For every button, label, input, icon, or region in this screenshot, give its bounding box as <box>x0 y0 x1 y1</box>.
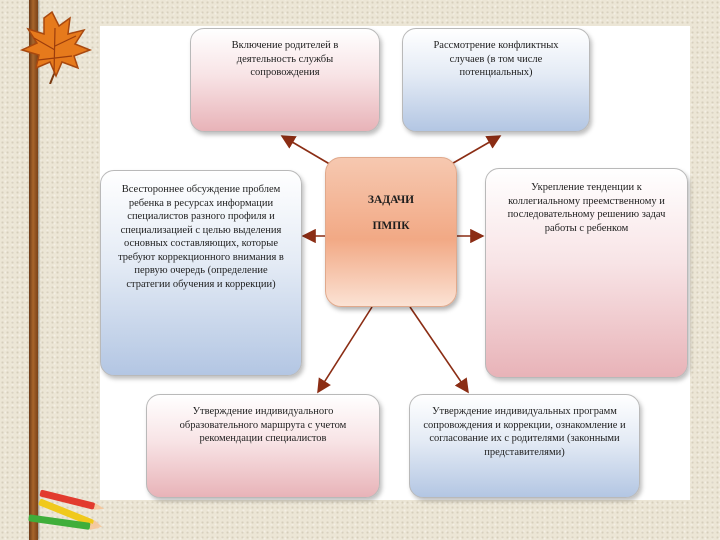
task-text-bottom-left: Утверждение индивидуального образовательного маршрута с учетом рекомендации специалистов <box>179 406 347 444</box>
task-text-mid-right: Укрепление тенденции к коллегиальному преемственному и последовательному решению задач работы с ребенком <box>507 182 666 234</box>
task-box-top-right <box>402 28 590 132</box>
arrow-to-top-left <box>282 136 333 166</box>
arrow-to-bottom-left <box>318 307 372 392</box>
task-text-bottom-right: Утверждение индивидуальных программ сопровождения и коррекции, ознакомление и согласование их с родителями (законными представителями) <box>423 406 626 458</box>
task-box-bottom-right <box>409 394 640 498</box>
arrow-to-bottom-right <box>410 307 468 392</box>
task-text-top-right: Рассмотрение конфликтных случаев (в том числе потенциальных) <box>433 40 559 78</box>
arrow-to-top-right <box>448 136 500 166</box>
task-text-top-left: Включение родителей в деятельность службы сопровождения <box>231 40 339 78</box>
center-title: ЗАДАЧИ <box>367 194 415 206</box>
task-text-mid-left: Всестороннее обсуждение проблем ребенка в ресурсах информации специалистов разного профиля и специализацией с целью выделения основных составляющих, которые требуют коррекционного внимания в первую очередь (определение стратегии обучения и коррекции) <box>118 184 284 290</box>
task-box-mid-left <box>100 170 302 376</box>
center-subtitle: ПМПК <box>372 220 410 232</box>
task-box-bottom-left <box>146 394 380 498</box>
center-box-tasks <box>325 157 457 307</box>
task-box-mid-right <box>485 168 688 378</box>
task-box-top-left <box>190 28 380 132</box>
